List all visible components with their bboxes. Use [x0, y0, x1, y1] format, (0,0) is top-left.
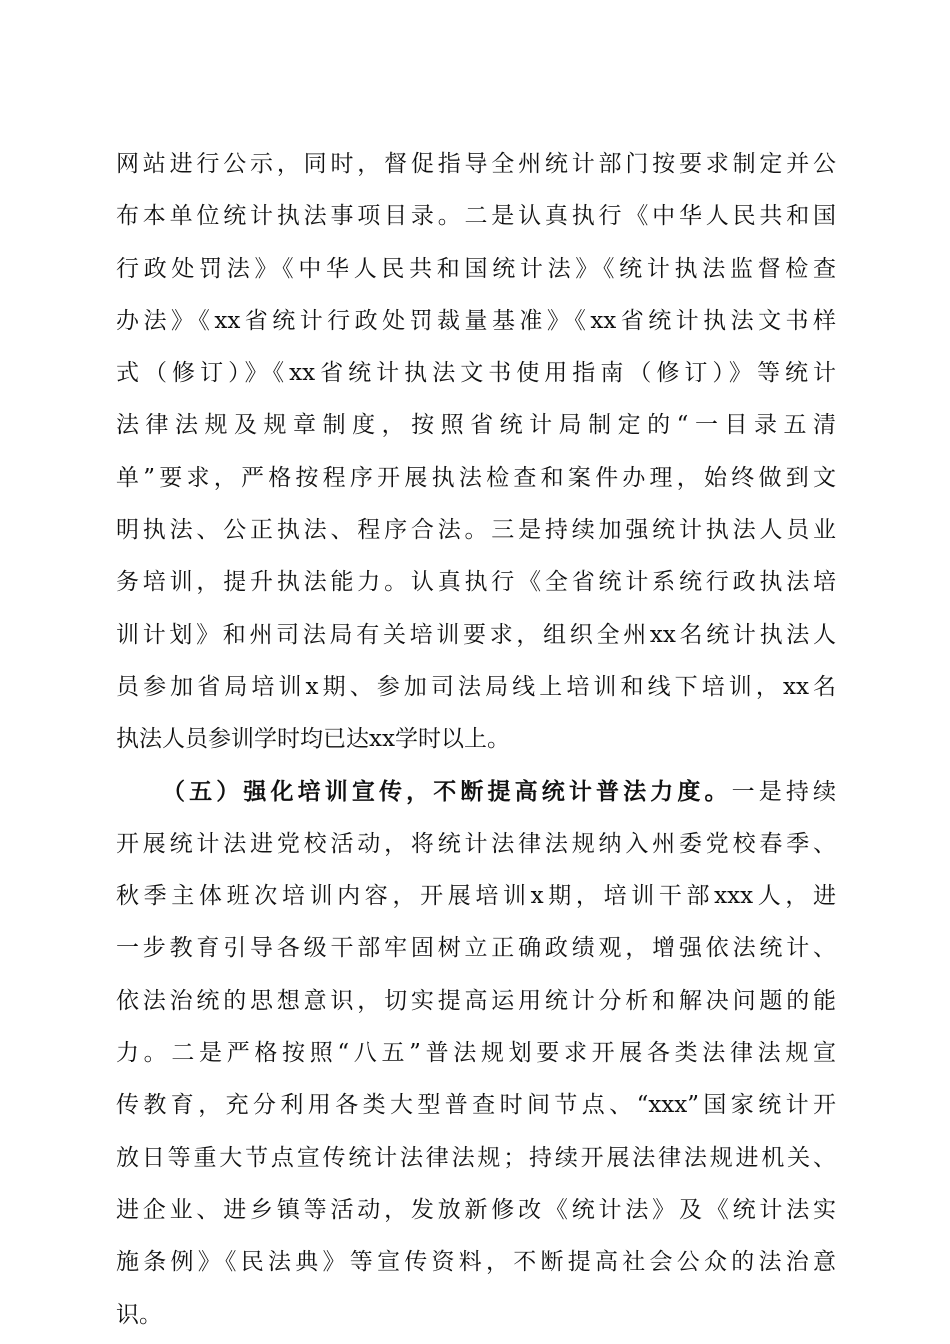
text-line: 网站进行公示，同时，督促指导全州统计部门按要求制定并公: [116, 151, 836, 177]
text-line: 办法》《xx省统计行政处罚裁量基准》《xx省统计执法文书样: [116, 307, 836, 334]
paragraph-1: [116, 138, 836, 766]
text-line: 明执法、公正执法、程序合法。三是持续加强统计执法人员业: [116, 517, 836, 544]
text-line: 执法人员参训学时均已达xx学时以上。: [116, 726, 510, 753]
section-heading-line: [116, 766, 836, 818]
text-line: 开展统计法进党校活动，将统计法律法规纳入州委党校春季、: [116, 830, 836, 857]
document-body: [116, 138, 836, 1341]
text-line: 依法治统的思想意识，切实提高运用统计分析和解决问题的能: [116, 987, 836, 1014]
text-line: 单”要求，严格按程序开展执法检查和案件办理，始终做到文: [116, 464, 836, 491]
text-line: 力。二是严格按照“八五”普法规划要求开展各类法律法规宣: [116, 1040, 836, 1067]
text-line: 式（修订）》《xx省统计执法文书使用指南（修订）》等统计: [116, 360, 836, 387]
text-line: 识。: [116, 1301, 162, 1328]
heading-line-rest: 一是持续: [731, 778, 836, 805]
text-line: 行政处罚法》《中华人民共和国统计法》《统计执法监督检查: [116, 255, 836, 282]
text-line: 务培训，提升执法能力。认真执行《全省统计系统行政执法培: [116, 569, 836, 596]
text-line: 布本单位统计执法事项目录。二是认真执行《中华人民共和国: [116, 203, 836, 230]
text-line: 法律法规及规章制度，按照省统计局制定的“一目录五清: [116, 412, 836, 439]
text-line: 员参加省局培训x期、参加司法局线上培训和线下培训，xx名: [116, 673, 836, 700]
text-line: 施条例》《民法典》等宣传资料，不断提高社会公众的法治意: [116, 1249, 836, 1276]
section-heading: （五）强化培训宣传，不断提高统计普法力度。: [162, 777, 732, 805]
paragraph-2: [116, 766, 836, 1341]
text-line: 一步教育引导各级干部牢固树立正确政绩观，增强依法统计、: [116, 935, 836, 962]
text-line: 传教育，充分利用各类大型普查时间节点、“xxx”国家统计开: [116, 1092, 836, 1119]
text-line: 进企业、进乡镇等活动，发放新修改《统计法》及《统计法实: [116, 1196, 836, 1223]
text-line: 秋季主体班次培训内容，开展培训x期，培训干部xxx人，进: [116, 883, 836, 910]
text-line: 放日等重大节点宣传统计法律法规；持续开展法律法规进机关、: [116, 1144, 836, 1171]
text-line: 训计划》和州司法局有关培训要求，组织全州xx名统计执法人: [116, 621, 836, 648]
